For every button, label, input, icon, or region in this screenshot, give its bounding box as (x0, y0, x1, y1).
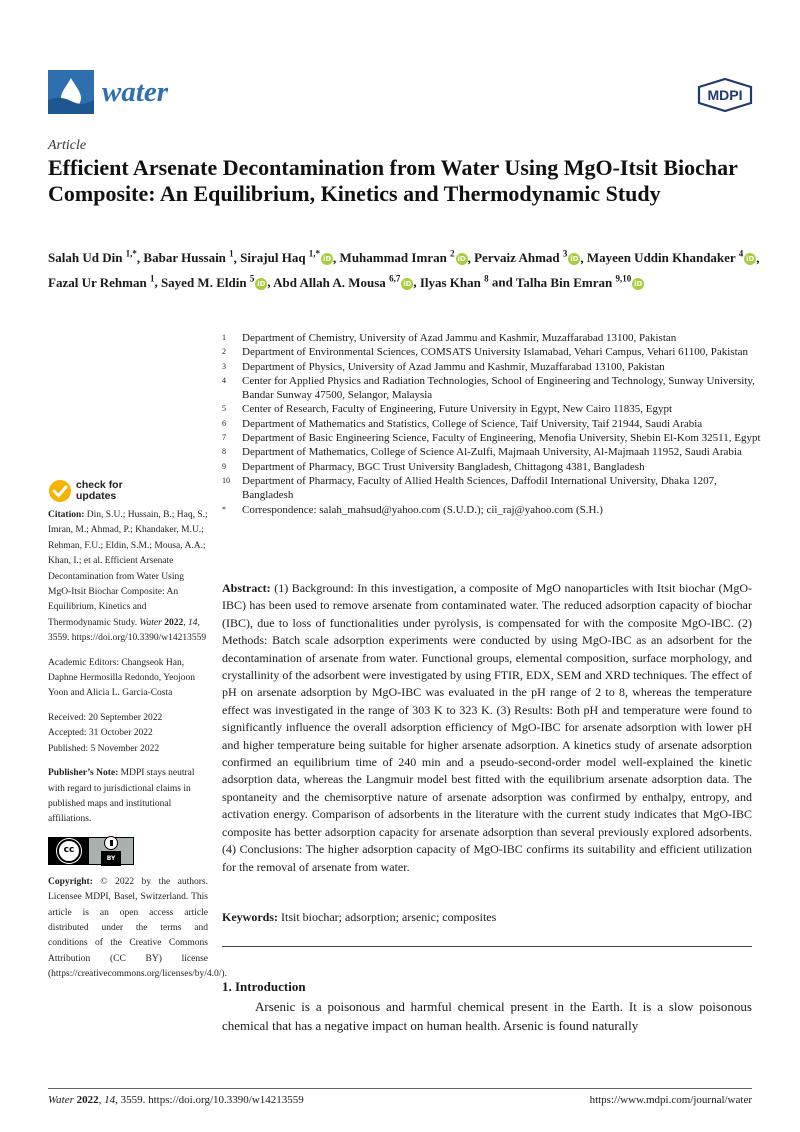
affiliation-text: Center for Applied Physics and Radiation Technologies, School of Engineering and Technology, Sunway University, Bandar Sunway 47500, Selangor, Malaysia (242, 374, 755, 402)
author[interactable] (161, 275, 267, 290)
orcid-icon[interactable]: iD (257, 279, 266, 288)
author-name: Ilyas Khan (419, 274, 481, 290)
cc-by-label: BY (101, 851, 122, 866)
abstract (222, 580, 752, 876)
publisher-note-text: MDPI stays neutral with regard to jurisdictional claims in published maps and institutional affiliations. (48, 768, 195, 825)
citation-block: Citation: Din, S.U.; Hussain, B.; Haq, S.; Imran, M.; Ahmad, P.; Khandaker, M.U.; Rehman, F.U.; Eldin, S.M.; Mousa, A.A.; Khan, I.; et al. Efficient Arsenate Decontamination from Water Using MgO-Itsit Biochar Composite: An Equilibrium, Kinetics and Thermodynamic Study. Water 2022, 14, 3559. https://doi.org/10.3390/w14213559 (48, 510, 208, 644)
affiliation-number: 10 (222, 475, 230, 485)
author[interactable] (48, 275, 154, 290)
cc-by-license-badge[interactable] (48, 837, 134, 865)
keywords-text: Itsit biochar; adsorption; arsenic; composites (281, 910, 497, 924)
author-name: Salah Ud Din (48, 250, 123, 266)
publisher-name: MDPI (707, 87, 743, 103)
author[interactable] (240, 250, 333, 265)
mdpi-logo (696, 78, 754, 117)
affiliation-text: Correspondence: salah_mahsud@yahoo.com (S.U.D.); cii_raj@yahoo.com (S.H.) (242, 503, 603, 516)
author[interactable] (420, 275, 489, 290)
affiliation-number: 5 (222, 404, 226, 414)
author[interactable] (340, 250, 468, 265)
academic-editors: Academic Editors: Changseok Han, Daphne Hermosilla Redondo, Yeojoon Yoon and Alicia L. Garcia-Costa (48, 657, 195, 699)
affiliation-item (222, 431, 762, 445)
affiliation-text: Department of Pharmacy, BGC Trust University Bangladesh, Chittagong 4381, Bangladesh (242, 460, 645, 473)
author-name: Pervaiz Ahmad (474, 250, 560, 266)
author-affiliation-ref: 1,* (125, 249, 137, 259)
affiliation-item (222, 503, 762, 517)
journal-logo (48, 70, 168, 114)
author-affiliation-ref: 4 (738, 249, 744, 259)
author-name: Sayed M. Eldin (160, 274, 247, 290)
affiliation-item (222, 460, 762, 474)
affiliation-item (222, 331, 762, 345)
copyright-text: © 2022 by the authors. Licensee MDPI, Basel, Switzerland. This article is an open access article distributed under the terms and conditions of the Creative Commons Attribution (CC BY) license (https://creativecommons.org/licenses/by/4.0/). (48, 876, 227, 980)
affiliation-number: 3 (222, 361, 226, 371)
citation-volume: 14 (187, 617, 198, 628)
copyright-block (48, 875, 227, 983)
affiliation-item (222, 360, 762, 374)
check-updates-label: check for updates (76, 479, 123, 502)
author-name: Fazal Ur Rehman (48, 274, 147, 290)
keywords-label: Keywords: (222, 910, 278, 924)
received-date: Received: 20 September 2022 (48, 712, 163, 723)
author-affiliation-ref: 8 (484, 273, 489, 284)
affiliation-text: Department of Basic Engineering Science, Faculty of Engineering, Menofia University, Shebin El-Kom 32511, Egypt (242, 432, 761, 445)
check-for-updates-badge[interactable] (48, 479, 123, 503)
author-name: Babar Hussain (143, 250, 226, 266)
affiliation-number: 9 (222, 461, 226, 471)
affiliation-number: 8 (222, 447, 226, 457)
citation-doi[interactable]: , 3559. https://doi.org/10.3390/w14213559 (48, 617, 207, 644)
author-affiliation-ref: 5 (249, 273, 255, 284)
affiliation-item (222, 474, 762, 503)
orcid-icon[interactable]: iD (746, 255, 755, 264)
affiliation-number: 2 (222, 347, 226, 357)
footer-citation: Water 2022, 14, 3559. https://doi.org/10.3390/w14213559 (48, 1094, 304, 1106)
copyright-label: Copyright: (48, 876, 93, 887)
affiliation-list (222, 331, 762, 517)
citation-text: Din, S.U.; Hussain, B.; Haq, S.; Imran, M.; Ahmad, P.; Khandaker, M.U.; Rehman, F.U.; Eldin, S.M.; Mousa, A.A.; Khan, I.; et al. Efficient Arsenate Decontamination from Water Using MgO-Itsit Biochar Composite: An Equilibrium, Kinetics and Thermodynamic Study. (48, 510, 208, 628)
author-name: Talha Bin Emran (515, 274, 613, 290)
author-affiliation-ref: 9,10 (615, 273, 632, 284)
published-date: Published: 5 November 2022 (48, 743, 160, 754)
footer-divider (48, 1088, 752, 1089)
author-affiliation-ref: 1 (229, 249, 234, 259)
author-affiliation-ref: 1 (149, 273, 155, 284)
affiliation-text: Department of Mathematics and Statistics, College of Science, Taif University, Taif 21944, Saudi Arabia (242, 417, 703, 430)
affiliation-number: 6 (222, 418, 226, 428)
author[interactable] (143, 250, 233, 265)
author[interactable] (474, 250, 580, 265)
author-affiliation-ref: 2 (450, 249, 455, 259)
footer-volume: 14 (104, 1094, 116, 1106)
citation-journal: Water (139, 617, 162, 628)
affiliation-text: Department of Pharmacy, Faculty of Allied Health Sciences, Daffodil International University, Dhaka 1207, Bangladesh (242, 474, 717, 502)
affiliation-number: 1 (222, 333, 226, 342)
section-divider (222, 946, 752, 947)
author-name: Muhammad Imran (339, 250, 447, 266)
abstract-text: (1) Background: In this investigation, a composite of MgO nanoparticles with Itsit biochar (MgO-IBC) has been used to remove arsenate from contaminated water. The reduced adsorption capacity of biochar (IBC), due to loss of functionalities under pyrolysis, is compensated for with the composite MgO-IBC. (2) Methods: Batch scale adsorption experiments were conducted by using MgO-IBC as an adsorbent for the decontamination of arsenate from water. Functional groups, elemental composition, surface morphology, and crystallinity of the adsorbent were investigated by using FTIR, EDX, SEM and XRD techniques. The effect of pH on arsenate adsorption by MgO-IBC was evaluated in the pH range of 2 to 8, whereas the temperature effect was investigated in the range of 303 K to 323 K. (3) Results: Both pH and temperature were found to significantly influence the overall adsorption efficiency of MgO-IBC for arsenate adsorption with lower pH and higher temperature being suitable for higher arsenate adsorption. A kinetics study of arsenate adsorption confirmed an equilibrium time of 240 min and a pseudo-second-order model well-explained the kinetic adsorption data, whereas the Langmuir model best fitted with the equilibrium arsenate adsorption data. The spontaneity and the chemisorptive nature of arsenate adsorption was confirmed by enthalpy, entropy, and activation energy. Comparison of adsorbents in the literature with the current study indicates that MgO-IBC composite has better adsorption capacity for arsenate adsorption than several previously explored adsorbents. (4) Conclusions: The higher adsorption capacity of MgO-IBC confirms its suitability and efficient utilization for the removal of arsenate from water. (222, 581, 753, 874)
affiliation-number: 4 (222, 375, 226, 385)
affiliation-text: Department of Chemistry, University of Azad Jammu and Kashmir, Muzaffarabad 13100, Pakistan (242, 332, 677, 344)
affiliation-text: Department of Mathematics, College of Science Al-Zulfi, Majmaah University, Al-Majmaah 11952, Saudi Arabia (242, 446, 742, 459)
affiliation-item (222, 445, 762, 459)
author-list: Salah Ud Din $^{1,*}$, Babar Hussain $^1$, Sirajul Haq $^{1,*}$iD , Muhammad Imran $^2$iD , Pervaiz Ahmad $^3$iD , Mayeen Uddin Khandaker $^4$iD , Fazal Ur Rehman $^1$, Sayed M. Eldin $^5$iD , Abd Allah A. Mousa $^{6,7}$iD , Ilyas Khan $^8$ and Talha Bin Emran $^{9,10}$iD (48, 249, 760, 290)
affiliation-item (222, 417, 762, 431)
journal-name: water (102, 75, 169, 108)
orcid-icon[interactable]: iD (457, 255, 466, 264)
footer-journal-url[interactable]: https://www.mdpi.com/journal/water (589, 1094, 752, 1106)
footer-journal: Water (48, 1094, 74, 1106)
affiliation-number: * (222, 504, 226, 514)
publisher-note (48, 766, 208, 828)
footer-year: 2022 (76, 1094, 99, 1106)
orcid-icon[interactable]: iD (570, 255, 579, 264)
author-affiliation-ref: 3 (562, 249, 568, 259)
author[interactable] (273, 275, 413, 290)
author-affiliation-ref: 1,* (308, 249, 321, 259)
orcid-icon[interactable]: iD (634, 279, 643, 288)
accepted-date: Accepted: 31 October 2022 (48, 728, 153, 739)
author-name: Abd Allah A. Mousa (273, 274, 386, 290)
publisher-note-label: Publisher’s Note: (48, 768, 119, 779)
affiliation-text: Department of Environmental Sciences, COMSATS University Islamabad, Vehari Campus, Vehari 61100, Pakistan (242, 346, 749, 359)
author-name: Sirajul Haq (240, 250, 306, 266)
author[interactable] (48, 250, 137, 265)
check-updates-icon (48, 479, 72, 503)
keywords (222, 909, 752, 926)
abstract-label: Abstract: (222, 581, 271, 595)
citation-label: Citation: (48, 510, 85, 520)
introduction-text: Arsenic is a poisonous and harmful chemical present in the Earth. It is a slow poisonous chemical that has a negative impact on human health. Arsenic is found naturally (222, 999, 752, 1033)
author-affiliation-ref: 6,7 (389, 273, 401, 284)
page-title: Efficient Arsenate Decontamination from Water Using MgO-Itsit Biochar Composite: An Equilibrium, Kinetics and Thermodynamic Study (48, 155, 738, 206)
cc-icon: cc (57, 839, 81, 863)
affiliation-item (222, 345, 762, 359)
affiliation-text: Center of Research, Faculty of Engineering, Future University in Egypt, New Cairo 11835, Egypt (242, 403, 673, 416)
affiliation-item (222, 402, 762, 416)
author[interactable] (587, 250, 756, 265)
person-icon (104, 836, 118, 850)
water-drop-icon (48, 70, 94, 114)
section-heading-introduction: 1. Introduction (222, 979, 306, 994)
affiliation-item (222, 374, 762, 403)
citation-year: 2022 (164, 617, 184, 628)
orcid-icon[interactable]: iD (322, 255, 332, 264)
affiliation-text: Department of Physics, University of Azad Jammu and Kashmir, Muzaffarabad 13100, Pakistan (242, 360, 665, 373)
footer-doi[interactable]: , 3559. https://doi.org/10.3390/w14213559 (115, 1094, 304, 1106)
affiliation-number: 7 (222, 433, 226, 443)
article-type: Article (48, 138, 87, 153)
author-name: Mayeen Uddin Khandaker (586, 250, 736, 266)
orcid-icon[interactable]: iD (403, 279, 412, 288)
author[interactable] (516, 275, 644, 290)
article-sidebar (48, 508, 227, 992)
